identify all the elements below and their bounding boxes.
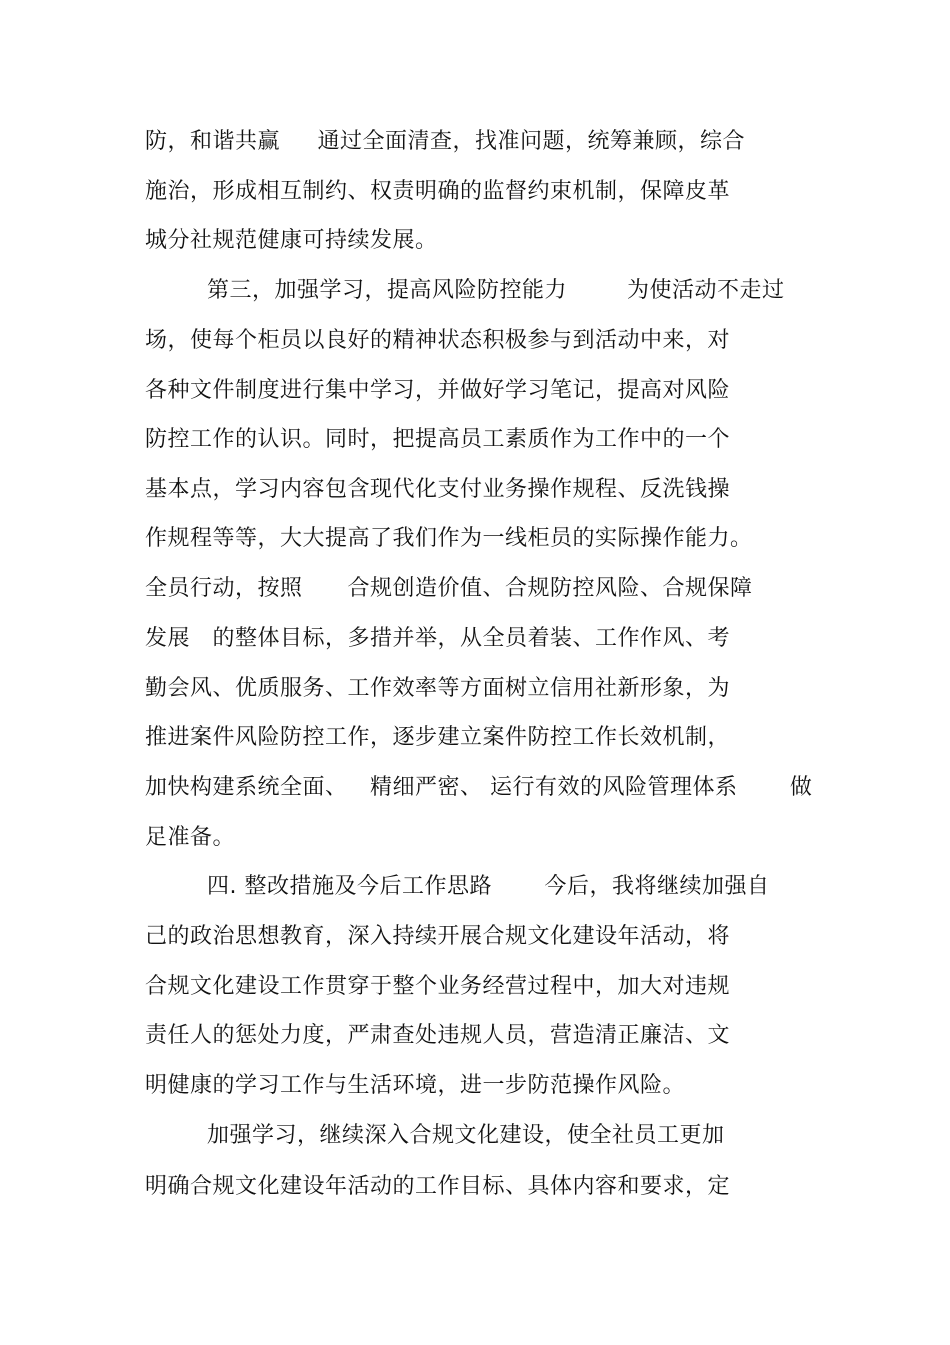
text-line: 基本点，学习内容包含现代化支付业务操作规程、反洗钱操 (145, 477, 731, 502)
text-line: 各种文件制度进行集中学习，并做好学习笔记，提高对风险 (145, 378, 731, 403)
text-line: 足准备。 (145, 825, 236, 850)
paragraph-start-line: 加强学习，继续深入合规文化建设，使全社员工更加 (207, 1123, 725, 1148)
text-line: 己的政治思想教育，深入持续开展合规文化建设年活动，将 (145, 924, 731, 949)
text-line: 明确合规文化建设年活动的工作目标、具体内容和要求，定 (145, 1174, 731, 1199)
text-line: 推进案件风险防控工作，逐步建立案件防控工作长效机制， (145, 725, 731, 750)
text-line: 城分社规范健康可持续发展。 (145, 228, 438, 253)
text-line: 施治，形成相互制约、权责明确的监督约束机制，保障皮革 (145, 179, 731, 204)
paragraph-start-line: 第三，加强学习，提高风险防控能力 为使活动不走过 (207, 278, 785, 303)
paragraph-start-line: 四. 整改措施及今后工作思路 今后，我将继续加强自 (207, 874, 770, 899)
text-line: 防，和谐共赢 通过全面清查，找准问题，统筹兼顾，综合 (145, 129, 745, 154)
text-line: 发展 的整体目标，多措并举，从全员着装、工作作风、考 (145, 626, 730, 651)
text-line: 明健康的学习工作与生活环境，进一步防范操作风险。 (145, 1073, 686, 1098)
text-line: 勤会风、优质服务、工作效率等方面树立信用社新形象，为 (145, 676, 731, 701)
text-line: 全员行动，按照 合规创造价值、合规防控风险、合规保障 (145, 576, 753, 601)
text-line: 作规程等等，大大提高了我们作为一线柜员的实际操作能力。 (145, 526, 753, 551)
text-line: 防控工作的认识。同时，把提高员工素质作为工作中的一个 (145, 427, 731, 452)
text-line: 加快构建系统全面、 精细严密、 运行有效的风险管理体系 做 (145, 775, 813, 800)
text-line: 合规文化建设工作贯穿于整个业务经营过程中，加大对违规 (145, 974, 731, 999)
text-line: 责任人的惩处力度，严肃查处违规人员，营造清正廉洁、文 (145, 1023, 731, 1048)
text-line: 场，使每个柜员以良好的精神状态积极参与到活动中来，对 (145, 328, 731, 353)
